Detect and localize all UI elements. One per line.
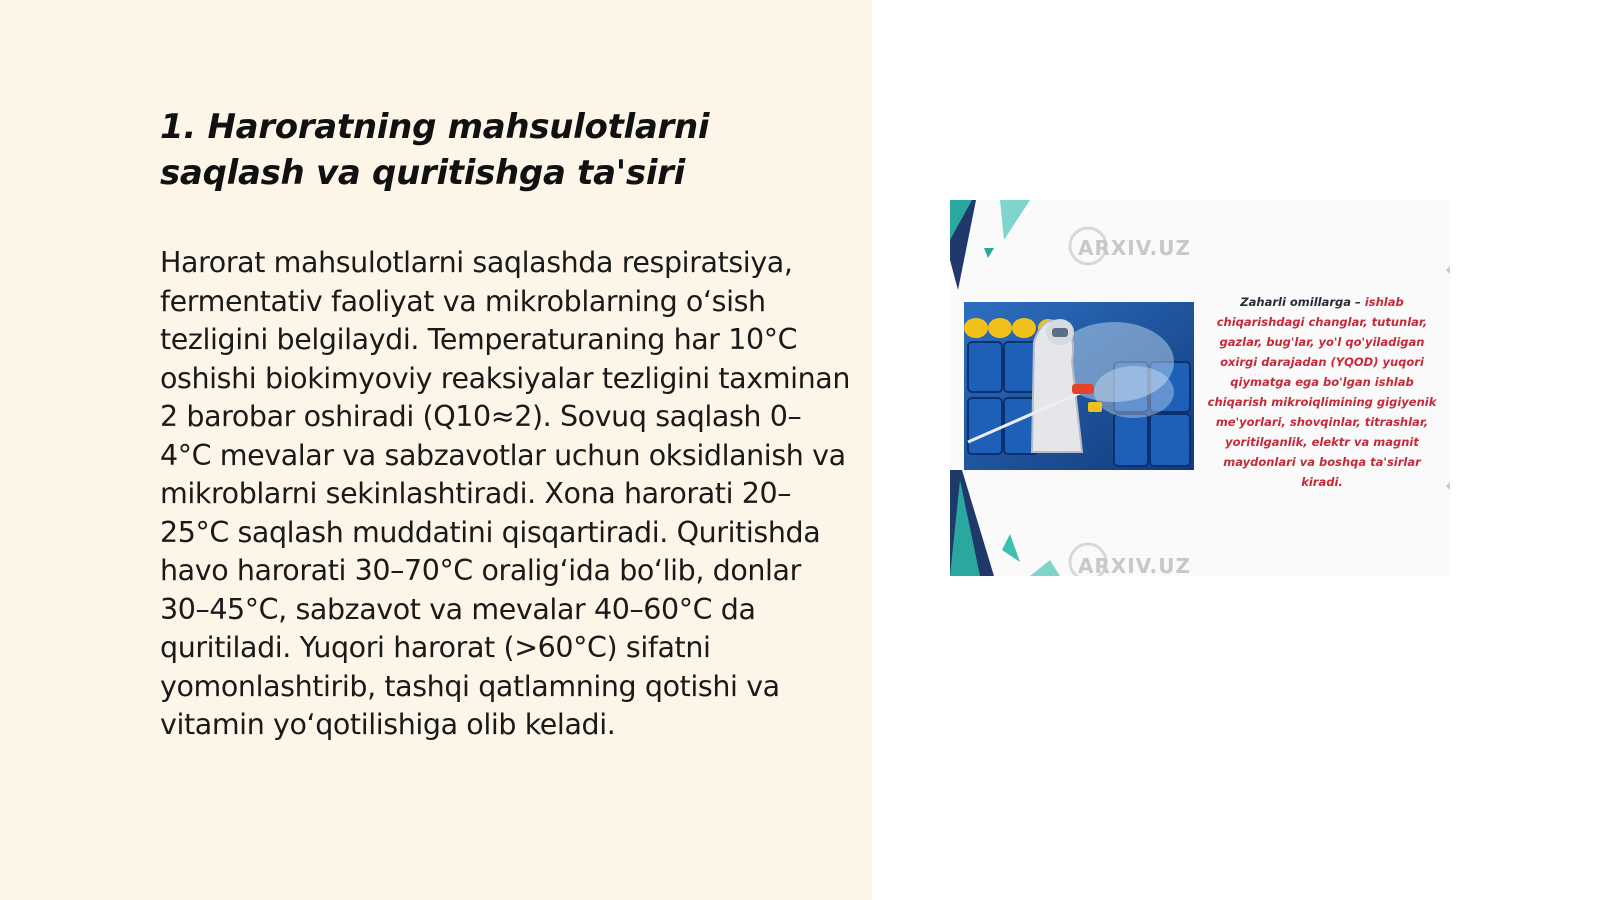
caption-term: Zaharli omillarga –: [1240, 295, 1365, 309]
image-caption: [1204, 292, 1440, 492]
watermark-top: ARXIV.UZ: [1078, 236, 1191, 260]
worker-spraying-barrels-illustration: [964, 302, 1194, 470]
watermark-bottom: ARXIV.UZ: [1078, 554, 1191, 576]
slide-title: 1. Haroratning mahsulotlarni saqlash va quritishga ta'siri: [160, 107, 710, 193]
slide-image: [950, 200, 1450, 576]
caption-text: ishlab chiqarishdagi changlar, tutunlar, gazlar, bug'lar, yo'l qo'yiladigan oxirgi darajadan (YQOD) yuqori qiymatga ega bo'lgan ishlab chiqarish mikroiqlimining gigiyenik me'yorlari, shovqinlar, titrashlar, yoritilganlik, elektr va magnit maydonlari va boshqa ta'sirlar kiradi.: [1207, 295, 1437, 489]
slide-body-text: Harorat mahsulotlarni saqlashda respiratsiya, fermentativ faoliyat va mikroblarning oʻsish tezligini belgilaydi. Temperaturaning har 10°C oshishi biokimyoviy reaksiyalar tezligini taxminan 2 barobar oshiradi (Q10≈2). Sovuq saqlash 0–4°C mevalar va sabzavotlar uchun oksidlanish va mikroblarni sekinlashtiradi. Xona harorati 20–25°C saqlash muddatini qisqartiradi. Quritishda havo harorati 30–70°C oraligʻida boʻlib, donlar 30–45°C, sabzavot va mevalar 40–60°C da quritiladi. Yuqori harorat (>60°C) sifatni yomonlashtirib, tashqi qatlamning qotishi va vitamin yoʻqotilishiga olib keladi.: [160, 246, 850, 741]
factory-worker-photo: [964, 302, 1194, 470]
